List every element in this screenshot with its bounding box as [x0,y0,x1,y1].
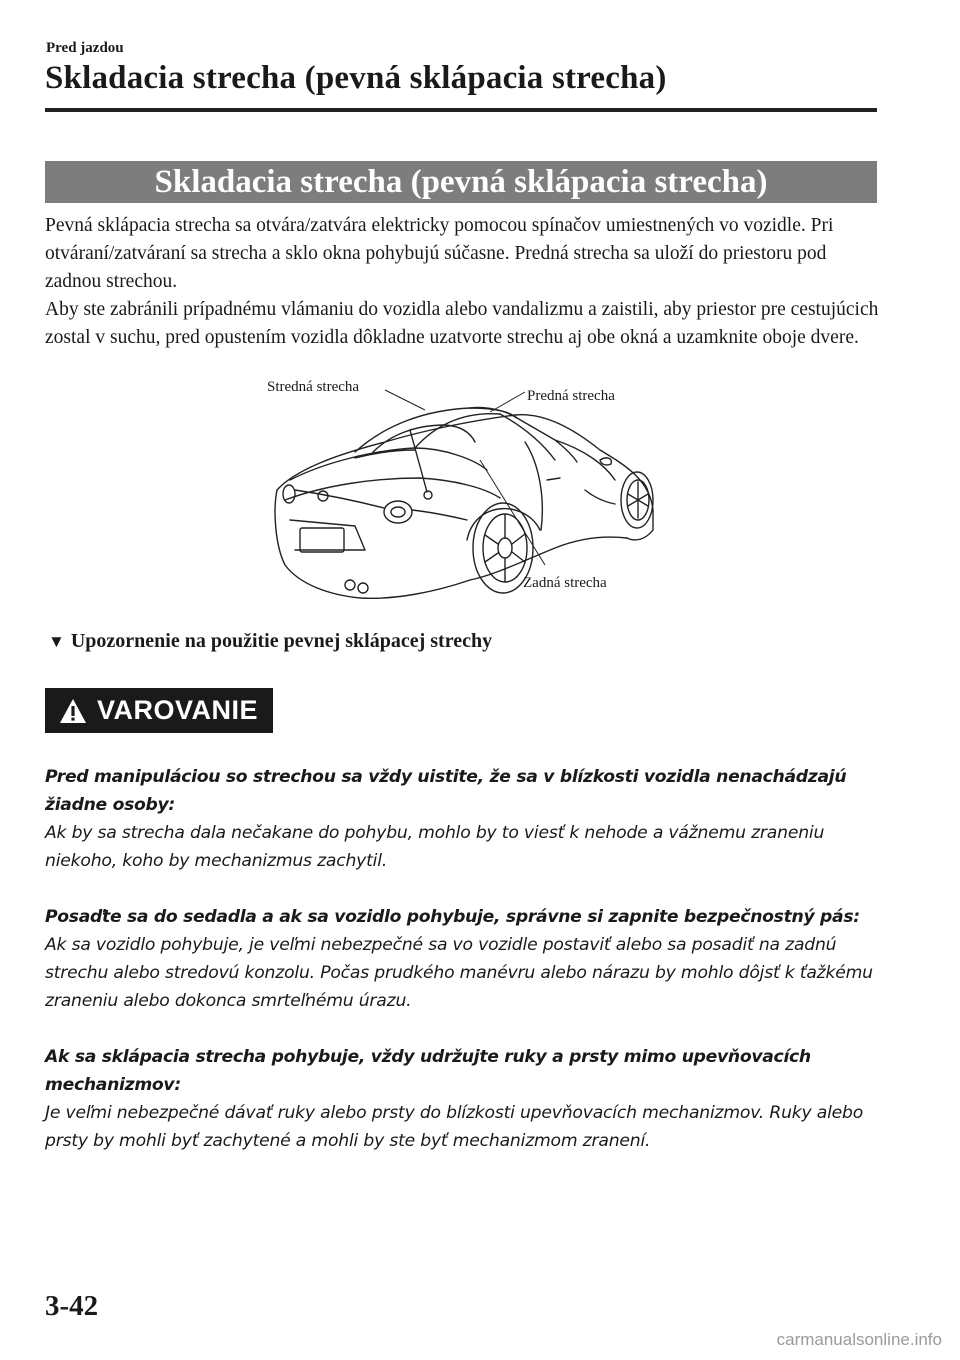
label-front-roof: Predná strecha [527,388,615,404]
warning-list [45,763,895,1183]
page-number: 3-42 [45,1290,99,1322]
title-divider [45,108,877,112]
section-title-banner: Skladacia strecha (pevná sklápacia strecha) [45,161,877,203]
caution-heading-text: Upozornenie na použitie pevnej sklápacej strechy [70,630,493,652]
warning-item-body: Ak by sa strecha dala nečakane do pohybu, mohlo by to viesť k nehode a vážnemu zraneniu niekoho, koho by mechanizmus zachytil. [45,823,825,871]
intro-paragraph-1: Pevná sklápacia strecha sa otvára/zatvára elektricky pomocou spínačov umiestnených vo vozidle. Pri otváraní/zatváraní sa strecha a sklo okna pohybujú súčasne. Predná strecha sa uloží do priestoru pod zadnou strechou. [45,215,834,292]
triangle-down-icon: ▼ [48,632,65,651]
breadcrumb: Pred jazdou [46,40,124,56]
page-title: Skladacia strecha (pevná sklápacia strecha) [45,60,667,96]
warning-item [45,1043,895,1155]
warning-badge-label: VAROVANIE [97,695,259,725]
car-line-drawing [255,370,655,610]
watermark: carmanualsonline.info [776,1330,942,1349]
warning-item-heading: Posaďte sa do sedadla a ak sa vozidlo pohybuje, správne si zapnite bezpečnostný pás: [45,907,860,927]
warning-item-heading: Ak sa sklápacia strecha pohybuje, vždy udržujte ruky a prsty mimo upevňovacích mechanizmov: [45,1047,811,1095]
warning-item-body: Ak sa vozidlo pohybuje, je veľmi nebezpečné sa vo vozidle postaviť alebo sa posadiť na zadnú strechu alebo stredovú konzolu. Počas prudkého manévru alebo nárazu by mohlo dôjsť k ťažkému zraneniu alebo dokonca smrteľnému úrazu. [45,935,873,1011]
intro-paragraph-2: Aby ste zabránili prípadnému vlámaniu do vozidla alebo vandalizmu a zaistili, aby priestor pre cestujúcich zostal v suchu, pred opustením vozidla dôkladne uzatvorte strechu aj obe okná a uzamknite oboje dvere. [45,299,879,348]
caution-heading [48,630,492,653]
label-rear-roof: Zadná strecha [523,575,607,591]
warning-item-body: Je veľmi nebezpečné dávať ruky alebo prsty do blízkosti upevňovacích mechanizmov. Ruky alebo prsty by mohli byť zachytené a mohli by ste byť mechanizmom zranení. [45,1103,864,1151]
intro-text [45,212,885,352]
warning-badge [45,688,273,733]
warning-item [45,763,895,875]
warning-item [45,903,895,1015]
warning-item-heading: Pred manipuláciou so strechou sa vždy uistite, že sa v blízkosti vozidla nenachádzajú žiadne osoby: [45,767,847,815]
warning-triangle-icon [59,698,87,724]
car-roof-illustration [255,370,655,610]
label-middle-roof: Stredná strecha [267,379,360,395]
